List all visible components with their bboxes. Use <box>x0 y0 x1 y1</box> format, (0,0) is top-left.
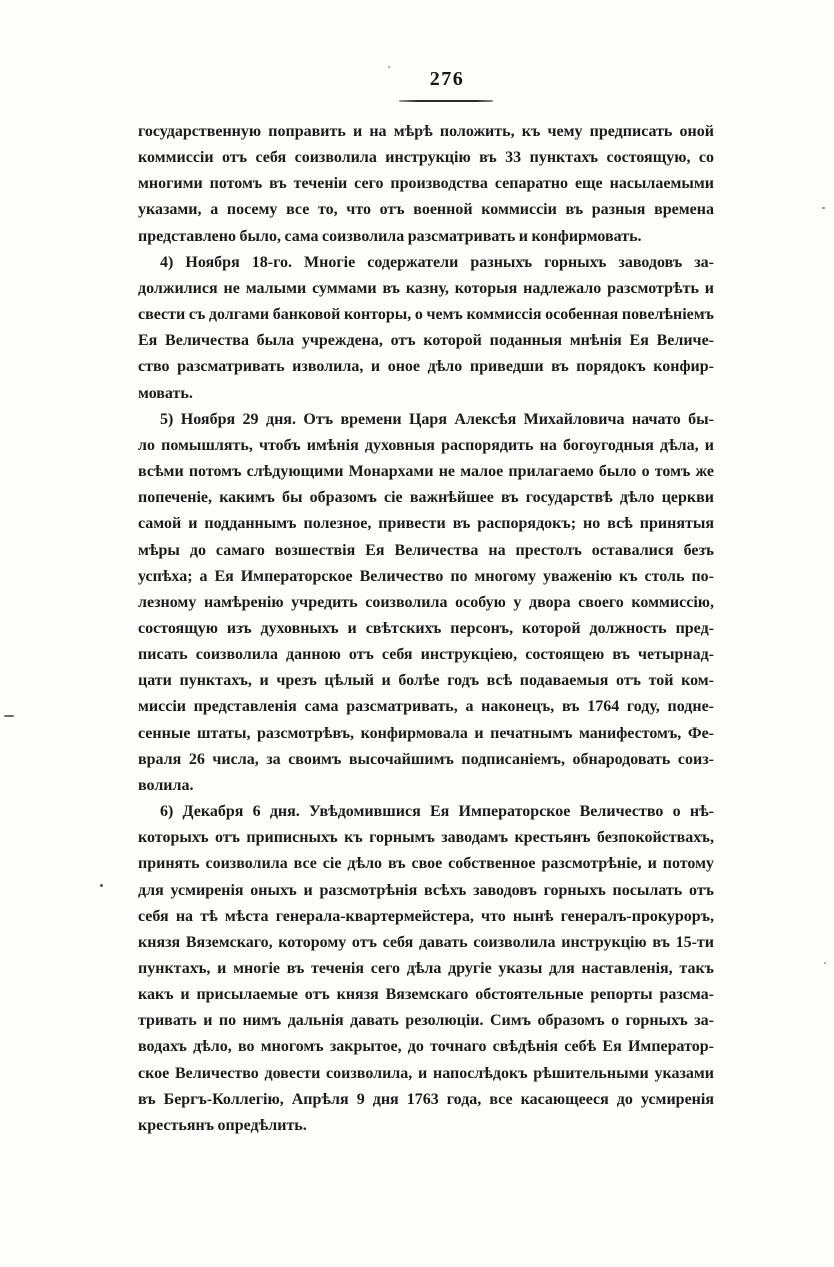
scan-speck <box>824 962 826 964</box>
text-line: ское Величество довести соизволила, и напослѣдокъ рѣшительными указами <box>138 1064 714 1082</box>
page-number-rule <box>399 100 493 102</box>
text-line: коммиссіи отъ себя соизволила инструкцію въ 33 пунктахъ состоящую, со <box>138 149 714 167</box>
text-line: представлено было, сама соизволила разсматривать и конфирмовать. <box>138 227 642 245</box>
text-line: состоящую изъ духовныхъ и свѣтскихъ персонъ, которой должность пред- <box>138 619 714 637</box>
text-line: ство разсматривать изволила, и оное дѣло приведши въ порядокъ конфир- <box>138 358 714 376</box>
scan-speck <box>822 207 825 209</box>
text-line: въ Бергъ-Коллегію, Апрѣля 9 дня 1763 года, все касающееся до усмиренія <box>138 1090 714 1108</box>
text-line: всѣми потомъ слѣдующими Монархами не малое прилагаемо было о томъ же <box>138 463 714 481</box>
text-line: многими потомъ въ теченіи сего производства сепаратно еще насылаемыми <box>138 175 714 193</box>
text-line: князя Вяземскаго, которому отъ себя давать соизволила инструкцію въ 15-ти <box>138 933 714 951</box>
paragraph <box>138 250 714 407</box>
page-header <box>392 68 502 91</box>
text-line: попеченіе, какимъ бы образомъ сіе важнѣйшее въ государствѣ дѣло церкви <box>138 489 714 507</box>
text-block <box>138 119 714 1139</box>
text-line: успѣха; а Ея Императорское Величество по многому уваженію къ столь по- <box>138 567 714 585</box>
text-line: 5) Ноября 29 дня. Отъ времени Царя Алексѣя Михайловича начато бы- <box>160 410 714 428</box>
scan-speck <box>100 884 103 887</box>
text-line: должилися не малыми суммами въ казну, которыя надлежало разсмотрѣть и <box>138 279 714 297</box>
scan-speck <box>4 715 14 717</box>
text-line: миссіи представленія сама разсматривать, а наконецъ, въ 1764 году, подне- <box>138 698 714 716</box>
text-line: водахъ дѣло, во многомъ закрытое, до точнаго свѣдѣнія себѣ Ея Император- <box>138 1038 714 1056</box>
text-line: сенные штаты, разсмотрѣвъ, конфирмовала и печатнымъ манифестомъ, Фе- <box>138 724 714 742</box>
text-line: враля 26 числа, за своимъ высочайшимъ подписаніемъ, обнародовать соиз- <box>138 750 714 768</box>
text-line: принять соизволила все сіе дѣло въ свое собственное разсмотрѣніе, и потому <box>138 855 714 873</box>
text-line: 4) Ноября 18-го. Многіе содержатели разныхъ горныхъ заводовъ за- <box>160 253 714 271</box>
paragraph <box>138 119 714 250</box>
text-line: для усмиренія оныхъ и разсмотрѣнія всѣхъ заводовъ горныхъ посылать отъ <box>138 881 714 899</box>
text-line: мовать. <box>138 384 193 402</box>
text-line: волила. <box>138 776 194 794</box>
text-line: мѣры до самаго возшествія Ея Величества на престолъ оставалися безъ <box>138 541 714 559</box>
text-line: Ея Величества была учреждена, отъ которой поданныя мнѣнія Ея Величе- <box>138 332 714 350</box>
text-line: себя на тѣ мѣста генерала-квартермейстера, что нынѣ генералъ-прокуроръ, <box>138 907 714 925</box>
text-line: пунктахъ, и многіе въ теченія сего дѣла другіе указы для наставленія, такъ <box>138 960 714 977</box>
text-line: крестьянъ опредѣлить. <box>138 1116 307 1134</box>
text-line: самой и подданнымъ полезное, привести въ распорядокъ; но всѣ принятыя <box>138 515 714 533</box>
text-line: указами, а посему все то, что отъ военной коммиссіи въ разныя времена <box>138 201 714 219</box>
text-line: свести съ долгами банковой конторы, о чемъ коммиссія особенная повелѣніемъ <box>138 306 714 324</box>
text-line: которыхъ отъ приписныхъ къ горнымъ заводамъ крестьянъ безпокойствахъ, <box>138 829 714 847</box>
page-number: 276 <box>429 68 465 90</box>
scan-speck <box>388 66 390 68</box>
text-line: государственную поправить и на мѣрѣ положить, къ чему предписать оной <box>138 123 714 140</box>
paragraph <box>138 407 714 799</box>
text-line: ло помышлять, чтобъ имѣнія духовныя распорядить на богоугодныя дѣла, и <box>138 436 714 454</box>
text-line: цати пунктахъ, и чрезъ цѣлый и болѣе годъ всѣ подаваемыя отъ той ком- <box>138 672 714 690</box>
text-line: лезному намѣренію учредить соизволила особую у двора своего коммиссію, <box>138 593 714 611</box>
text-line: 6) Декабря 6 дня. Увѣдомившися Ея Императорское Величество о нѣ- <box>160 803 714 821</box>
text-line: какъ и присылаемые отъ князя Вяземскаго обстоятельные репорты разсма- <box>138 986 714 1004</box>
text-line: тривать и по нимъ дальнія давать резолюціи. Симъ образомъ о горныхъ за- <box>138 1012 714 1030</box>
text-line: писать соизволила данною отъ себя инструкціею, состоящею въ четырнад- <box>138 646 714 664</box>
paragraph <box>138 799 714 1139</box>
